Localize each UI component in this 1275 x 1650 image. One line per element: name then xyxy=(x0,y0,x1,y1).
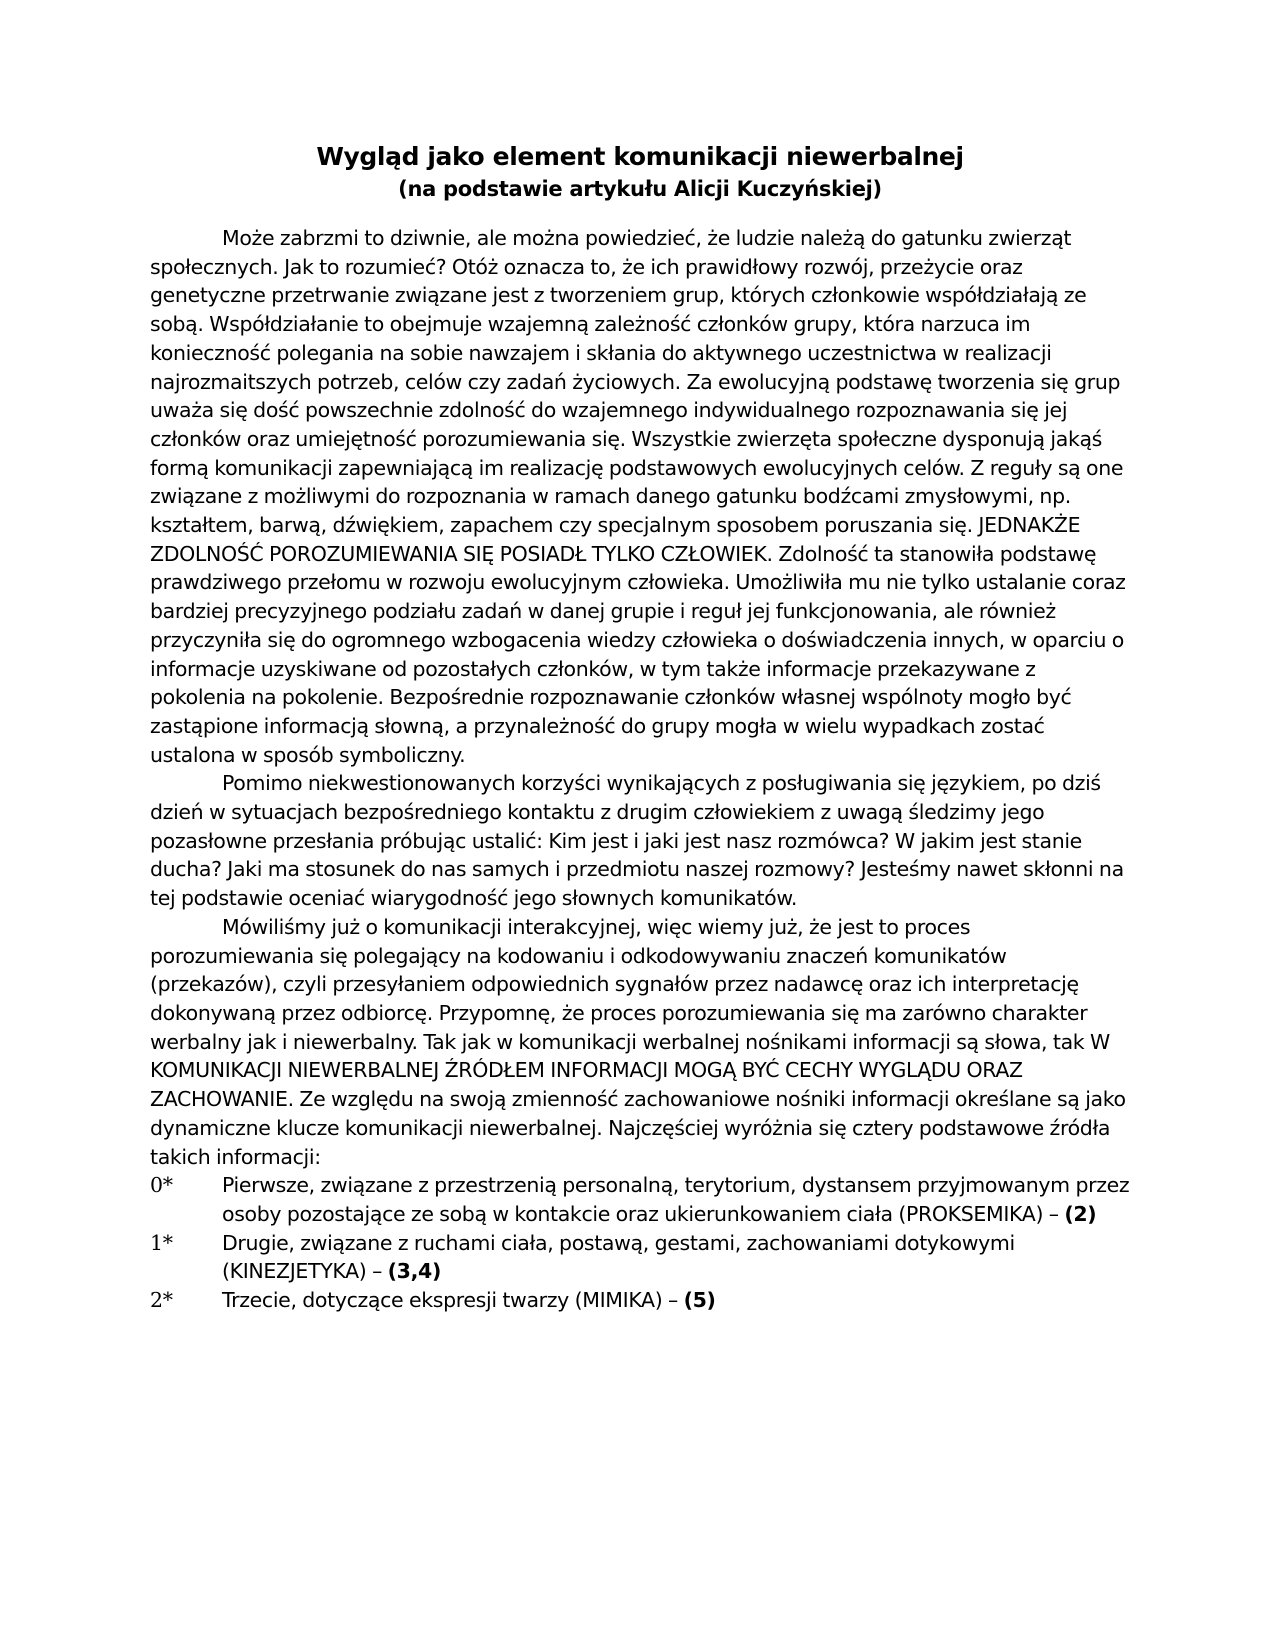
list-item-text xyxy=(222,1229,1130,1286)
list-item-body: Drugie, związane z ruchami ciała, postawą, gestami, zachowaniami dotykowymi (KINEZJETYKA) – xyxy=(222,1230,1015,1284)
document-page xyxy=(150,140,1130,1315)
list-item xyxy=(150,1286,1130,1315)
list-item xyxy=(150,1229,1130,1286)
document-title: Wygląd jako element komunikacji niewerbalnej xyxy=(316,142,964,171)
list-item-body: Trzecie, dotyczące ekspresji twarzy (MIMIKA) – xyxy=(222,1288,684,1313)
document-subtitle: (na podstawie artykułu Alicji Kuczyńskiej) xyxy=(398,177,882,201)
list-item-ref: (3,4) xyxy=(387,1259,441,1284)
paragraph-1: Może zabrzmi to dziwnie, ale można powiedzieć, że ludzie należą do gatunku zwierząt społecznych. Jak to rozumieć? Otóż oznacza to, że ich prawidłowy rozwój, przeżycie oraz genetyczne przetrwanie związane jest z tworzeniem grup, których członkowie współdziałają ze sobą. Współdziałanie to obejmuje wzajemną zależność członków grupy, która narzuca im konieczność polegania na sobie nawzajem i skłania do aktywnego uczestnictwa w realizacji najrozmaitszych potrzeb, celów czy zadań życiowych. Za ewolucyjną podstawę tworzenia się grup uważa się dość powszechnie zdolność do wzajemnego indywidualnego rozpoznawania się jej członków oraz umiejętność porozumiewania się. Wszystkie zwierzęta społeczne dysponują jakąś formą komunikacji zapewniającą im realizację podstawowych ewolucyjnych celów. Z reguły są one związane z możliwymi do rozpoznania w ramach danego gatunku bodźcami zmysłowymi, np. kształtem, barwą, dźwiękiem, zapachem czy specjalnym sposobem poruszania się. JEDNAKŻE ZDOLNOŚĆ POROZUMIEWANIA SIĘ POSIADŁ TYLKO CZŁOWIEK. Zdolność ta stanowiła podstawę prawdziwego przełomu w rozwoju ewolucyjnym człowieka. Umożliwiła mu nie tylko ustalanie coraz bardziej precyzyjnego podziału zadań w danej grupie i reguł jej funkcjonowania, ale również przyczyniła się do ogromnego wzbogacenia wiedzy człowieka o doświadczenia innych, w oparciu o informacje uzyskiwane od pozostałych członków, w tym także informacje przekazywane z pokolenia na pokolenie. Bezpośrednie rozpoznawanie członków własnej wspólnoty mogło być zastąpione informacją słowną, a przynależność do grupy mogła w wielu wypadkach zostać ustalona w sposób symboliczny. xyxy=(150,226,1126,767)
list-item xyxy=(150,1171,1130,1228)
list-marker: 0* xyxy=(150,1173,173,1198)
source-list xyxy=(150,1171,1130,1315)
list-item-text xyxy=(222,1171,1130,1228)
paragraph-2: Pomimo niekwestionowanych korzyści wynikających z posługiwania się językiem, po dziś dzień w sytuacjach bezpośredniego kontaktu z drugim człowiekiem z uwagą śledzimy jego pozasłowne przesłania próbując ustalić: Kim jest i jaki jest nasz rozmówca? W jakim jest stanie ducha? Jaki ma stosunek do nas samych i przedmiotu naszej rozmowy? Jesteśmy nawet skłonni na tej podstawie oceniać wiarygodność jego słownych komunikatów. xyxy=(150,771,1124,911)
list-item-ref: (2) xyxy=(1064,1201,1097,1226)
list-marker: 1* xyxy=(150,1230,173,1255)
list-marker: 2* xyxy=(150,1288,173,1313)
list-item-body: Pierwsze, związane z przestrzenią personalną, terytorium, dystansem przyjmowanym przez osoby pozostające ze sobą w kontakcie oraz ukierunkowaniem ciała (PROKSEMIKA) – xyxy=(222,1173,1130,1226)
list-item-text xyxy=(222,1286,1130,1315)
list-item-ref: (5) xyxy=(683,1288,716,1313)
paragraph-3: Mówiliśmy już o komunikacji interakcyjnej, więc wiemy już, że jest to proces porozumiewania się polegający na kodowaniu i odkodowywaniu znaczeń komunikatów (przekazów), czyli przesyłaniem odpowiednich sygnałów przez nadawcę oraz ich interpretację dokonywaną przez odbiorcę. Przypomnę, że proces porozumiewania się ma zarówno charakter werbalny jak i niewerbalny. Tak jak w komunikacji werbalnej nośnikami informacji są słowa, tak W KOMUNIKACJI NIEWERBALNEJ ŹRÓDŁEM INFORMACJI MOGĄ BYĆ CECHY WYGLĄDU ORAZ ZACHOWANIE. Ze względu na swoją zmienność zachowaniowe nośniki informacji określane są jako dynamiczne klucze komunikacji niewerbalnej. Najczęściej wyróżnia się cztery podstawowe źródła takich informacji: xyxy=(150,914,1126,1169)
